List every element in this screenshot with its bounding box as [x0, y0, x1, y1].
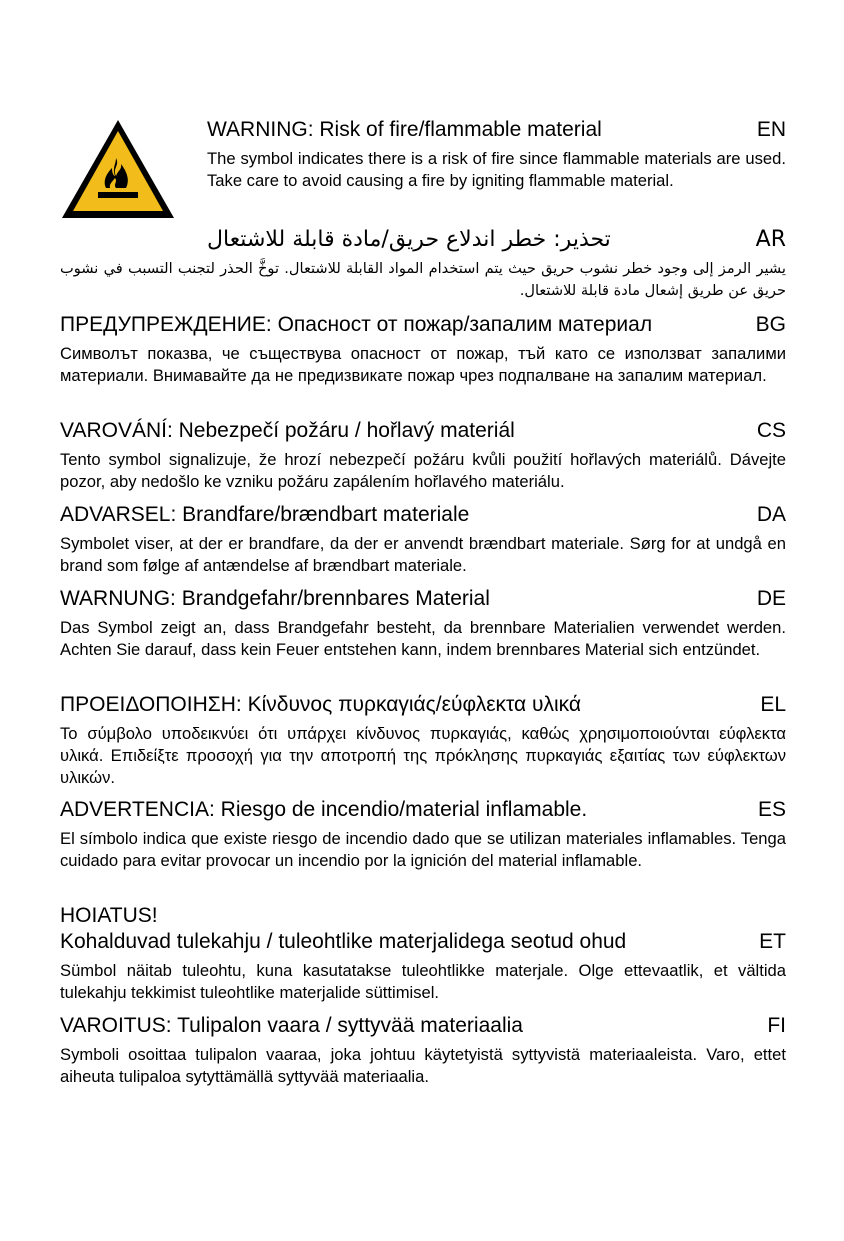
section-de [60, 586, 786, 661]
section-el [60, 692, 786, 789]
section-heading [60, 1013, 786, 1039]
section-heading [60, 797, 786, 823]
section-cs [60, 418, 786, 493]
language-code: ET [759, 930, 786, 953]
section-heading [60, 312, 786, 338]
section-heading [60, 692, 786, 718]
section-title: ПРЕДУПРЕЖДЕНИЕ: Опасност от пожар/запалим материал [60, 313, 653, 336]
section-en [207, 117, 786, 192]
section-et [60, 903, 786, 1004]
section-heading [60, 227, 786, 253]
section-title: WARNING: Risk of fire/flammable material [207, 118, 602, 141]
section-title: ADVERTENCIA: Riesgo de incendio/material inflamable. [60, 798, 588, 821]
section-body: Символът показва, че съществува опасност от пожар, тъй като се използват запалими материали. Внимавайте да не предизвикате пожар чрез подпалване на запалим материал. [60, 344, 786, 385]
section-da [60, 502, 786, 577]
section-title: VAROVÁNÍ: Nebezpečí požáru / hořlavý materiál [60, 419, 515, 442]
section-es [60, 797, 786, 872]
section-body: Tento symbol signalizuje, že hrozí nebezpečí požáru kvůli použití hořlavých materiálů. Dávejte pozor, aby nedošlo ke vzniku požáru zapálením hořlavého materiálu. [60, 450, 786, 491]
section-body: Symboli osoittaa tulipalon vaaraa, joka johtuu käytetyistä syttyvistä materiaaleista. Varo, ettet aiheuta tulipaloa sytyttämällä syttyvää materiaalia. [60, 1045, 786, 1086]
section-fi [60, 1013, 786, 1088]
language-code: ES [757, 798, 786, 821]
language-code: BG [755, 313, 786, 336]
section-ar [60, 227, 786, 302]
section-body: Το σύμβολο υποδεικνύει ότι υπάρχει κίνδυνος πυρκαγιάς, καθώς χρησιμοποιούνται εύφλεκτα υλικά. Επιδείξτε προσοχή για την αποτροπή της πρόκλησης πυρκαγιάς εξαιτίας των εύφλεκτων υλικών. [60, 724, 786, 787]
section-title: WARNUNG: Brandgefahr/brennbares Material [60, 587, 490, 610]
section-heading [60, 502, 786, 528]
language-code: FI [767, 1014, 786, 1037]
section-pre-title: HOIATUS! [60, 904, 158, 927]
section-heading [60, 418, 786, 444]
section-body: Sümbol näitab tuleohtu, kuna kasutatakse tuleohtlikke materjale. Olge ettevaatlik, et vältida tulekahju tekkimist tuleohtlike materjalide süttimisel. [60, 961, 786, 1002]
language-code: AR [755, 227, 786, 252]
section-bg [60, 312, 786, 387]
section-heading [207, 117, 786, 143]
section-body: The symbol indicates there is a risk of fire since flammable materials are used. Take care to avoid causing a fire by igniting flammable material. [207, 149, 786, 190]
section-title: Kohalduvad tulekahju / tuleohtlike materjalidega seotud ohud [60, 930, 627, 953]
language-code: CS [756, 419, 786, 442]
section-heading [60, 586, 786, 612]
section-title: ΠΡΟΕΙΔΟΠΟΙΗΣΗ: Κίνδυνος πυρκαγιάς/εύφλεκτα υλικά [60, 693, 582, 716]
section-heading [60, 929, 786, 955]
section-title: VAROITUS: Tulipalon vaara / syttyvää materiaalia [60, 1014, 523, 1037]
flammable-warning-icon [60, 118, 176, 220]
language-code: DE [756, 587, 786, 610]
section-body: Das Symbol zeigt an, dass Brandgefahr besteht, da brennbare Materialien verwendet werden. Achten Sie darauf, dass kein Feuer entstehen kann, indem brennbares Material sich entzündet. [60, 618, 786, 659]
language-code: EL [760, 693, 786, 716]
language-code: EN [756, 118, 786, 141]
section-body: El símbolo indica que existe riesgo de incendio dado que se utilizan materiales inflamables. Tenga cuidado para evitar provocar un incendio por la ignición del material inflamable. [60, 829, 786, 870]
section-body: Symbolet viser, at der er brandfare, da der er anvendt brændbart materiale. Sørg for at undgå en brand som følge af antændelse af brændbart materiale. [60, 534, 786, 575]
section-body: يشير الرمز إلى وجود خطر نشوب حريق حيث يتم استخدام المواد القابلة للاشتعال. توخَّ الحذر لتجنب التسبب في نشوب حريق عن طريق إشعال مادة قابلة للاشتعال. [60, 260, 786, 299]
section-title: تحذير: خطر اندلاع حريق/مادة قابلة للاشتعال [207, 227, 611, 252]
language-code: DA [756, 503, 786, 526]
section-title: ADVARSEL: Brandfare/brændbart materiale [60, 503, 470, 526]
